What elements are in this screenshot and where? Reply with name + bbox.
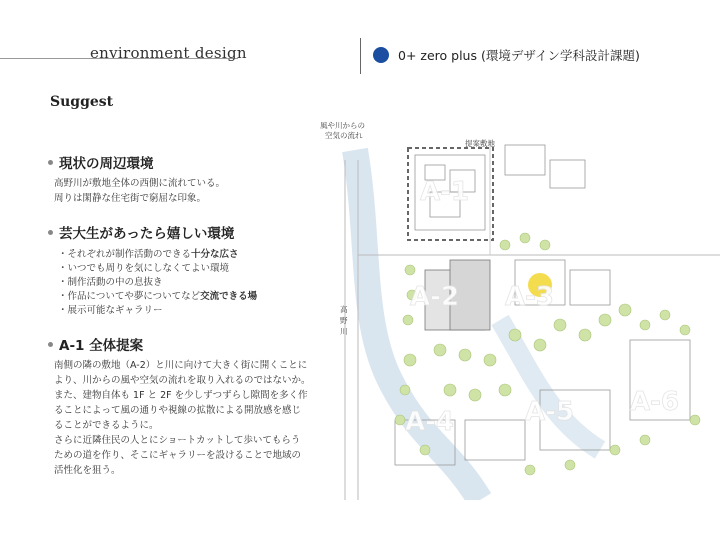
site-label: 提案敷地 — [465, 139, 495, 148]
wind-label: 風や川からの — [320, 121, 365, 130]
section-heading — [48, 222, 257, 242]
page-title: environment design — [90, 44, 247, 62]
lot-label: A-2 — [410, 282, 460, 312]
paragraph-line: ることができるように。 — [54, 420, 159, 431]
lot-label: A-3 — [505, 282, 555, 312]
paragraph-line: 南側の隣の敷地（A-2）と川に向けて大きく街に開くことに — [54, 360, 308, 371]
wind-label: 空気の流れ — [325, 131, 363, 140]
wish-list — [58, 248, 257, 318]
list-item: ・ 作品についてや夢についてなど交流できる場 — [58, 290, 257, 304]
heading-text: 現状の周辺環境 — [59, 156, 154, 172]
paragraph-line: さらに近隣住民の人とにショートカットして歩いてもらう — [54, 435, 301, 446]
paragraph-line: より、川からの風や空気の流れを取り入れるのではないか。 — [54, 375, 311, 386]
bullet-icon — [48, 160, 53, 165]
site-map — [300, 120, 720, 500]
bullet-icon — [48, 230, 53, 235]
heading-text: A-1 全体提案 — [59, 338, 144, 354]
heading-text: 芸大生があったら嬉しい環境 — [59, 226, 235, 242]
paragraph-line: 周りは閑静な住宅街で窮屈な印象。 — [54, 193, 207, 204]
paragraph-line: 高野川が敷地全体の西側に流れている。 — [54, 178, 226, 189]
paragraph-line: また、建物自体も 1F と 2F を少しずつずらし隙間を多く作 — [54, 390, 308, 401]
section-desired-environment — [48, 222, 257, 318]
lot-label: A-1 — [420, 177, 470, 207]
river-label: 高 — [340, 305, 348, 314]
lot-label: A-4 — [405, 407, 455, 437]
list-item: ・ 展示可能なギャラリー — [58, 304, 257, 318]
paragraph-line: ための道を作り、そこにギャラリーを設けることで地域の — [54, 450, 302, 461]
brand-label: 0+ zero plus (環境デザイン学科設計課題) — [398, 48, 640, 63]
list-item: ・ 制作活動の中の息抜き — [58, 276, 257, 290]
river-label: 川 — [340, 327, 348, 336]
lot-label: A-6 — [630, 387, 680, 417]
lot-label: A-5 — [525, 397, 575, 427]
section-title: Suggest — [50, 94, 114, 110]
list-item: ・ いつでも周りを気にしなくてよい環境 — [58, 262, 257, 276]
list-item: ・ それぞれが制作活動のできる十分な広さ — [58, 248, 257, 262]
logo-icon — [373, 47, 389, 63]
paragraph-line: 活性化を狙う。 — [54, 465, 121, 476]
bullet-icon — [48, 342, 53, 347]
paragraph-line: ることによって風の通りや視線の拡散による開放感を感じ — [54, 405, 302, 416]
river-label: 野 — [340, 316, 348, 325]
header-divider — [360, 38, 361, 74]
